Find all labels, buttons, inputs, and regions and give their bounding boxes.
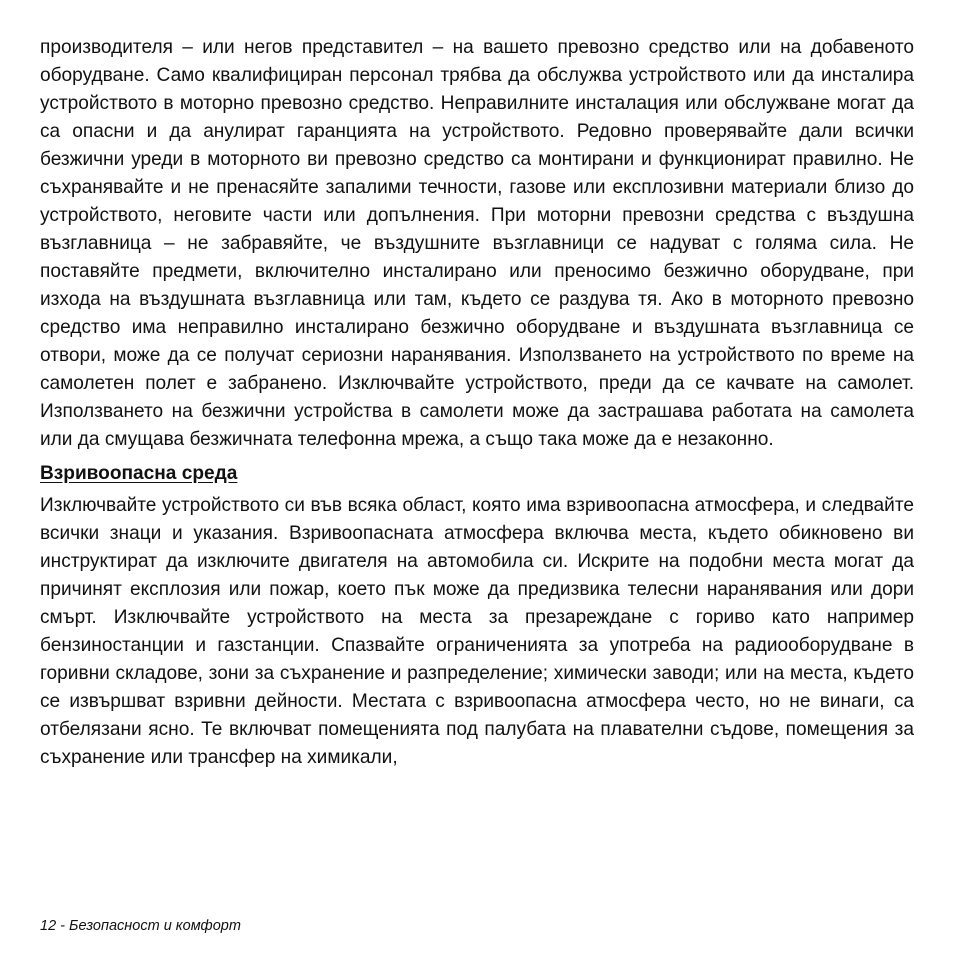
section-heading-explosive-environment: Взривоопасна среда <box>40 463 238 484</box>
document-page <box>40 34 914 772</box>
page-footer: 12 - Безопасност и комфорт <box>40 918 241 934</box>
body-paragraph-vehicle-safety: производителя – или негов представител – на вашето превозно средство или на добавеното оборудване. Само квалифициран персонал трябва да обслужва устройството или да инсталира устройството в моторно превозно средство. Неправилните инсталация или обслужване могат да са опасни и да анулират гаранцията на устройството. Редовно проверявайте дали всички безжични уреди в моторното ви превозно средство са монтирани и функционират правилно. Не съхранявайте и не пренасяйте запалими течности, газове или експлозивни материали близо до устройството, неговите части или допълнения. При моторни превозни средства с въздушна възглавница – не забравяйте, че въздушните възглавници се надуват с голяма сила. Не поставяйте предмети, включително инсталирано или преносимо безжично оборудване, при изхода на въздушната възглавница или там, където се раздува тя. Ако в моторното превозно средство има неправилно инсталирано безжично оборудване и въздушната възглавница се отвори, може да се получат сериозни наранявания. Използването на устройството по време на самолетен полет е забранено. Изключвайте устройството, преди да се качвате на самолет. Използването на безжични устройства в самолети може да застрашава работата на самолета или да смущава безжичната телефонна мрежа, а също така може да е незаконно. <box>40 37 914 450</box>
body-paragraph-explosive-environment: Изключвайте устройството си във всяка област, която има взривоопасна атмосфера, и следвайте всички знаци и указания. Взривоопасната атмосфера включва места, където обикновено ви инструктират да изключите двигателя на автомобила си. Искрите на подобни места могат да причинят експлозия или пожар, което пък може да предизвика телесни наранявания или дори смърт. Изключвайте устройството на места за презареждане с гориво като например бензиностанции и газстанции. Спазвайте ограниченията за употреба на радиооборудване в горивни складове, зони за съхранение и разпределение; химически заводи; или на места, където се извършват взривни дейности. Местата с взривоопасна атмосфера често, но не винаги, са отбелязани ясно. Те включват помещенията под палубата на плавателни съдове, помещения за съхранение или трансфер на химикали, <box>40 495 914 768</box>
